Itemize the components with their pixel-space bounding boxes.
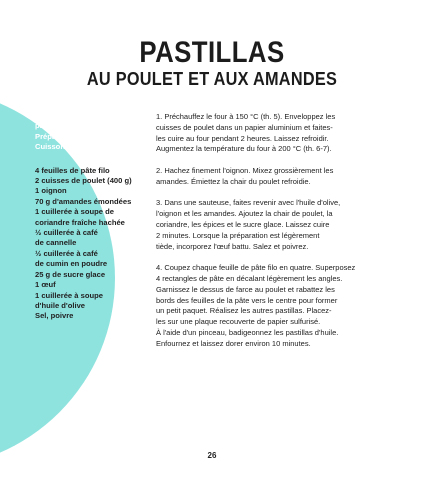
ingredient-item: 1 oignon (35, 186, 67, 196)
step-line: Augmentez la température du four à 200 °C (th. 6-7). (156, 144, 332, 154)
step-2 (156, 166, 396, 188)
preparation-time: Préparation : 30 min (35, 131, 109, 141)
ingredient-item: coriandre fraîche hachée (35, 217, 125, 227)
step-line: cuisses de poulet dans un papier aluminium et faites- (156, 122, 333, 132)
recipe-title: PASTILLAS (139, 36, 285, 69)
step-line: les cuire au four pendant 2 heures. Laissez refroidir. (156, 133, 329, 143)
ingredient-item: de cumin en poudre (35, 259, 108, 269)
cooking-time: Cuisson : 2 h 10 (35, 142, 94, 152)
ingredient-item: 1 œuf (35, 280, 56, 290)
ingredient-list (35, 166, 160, 322)
ingredient-item: 1 cuillerée à soupe (35, 290, 103, 300)
ingredient-item: ½ cuillerée à café (35, 228, 98, 238)
step-4 (156, 263, 396, 349)
ingredient-item: 2 cuisses de poulet (400 g) (35, 176, 132, 186)
step-line: coriandre, les épices et le sucre glace. Laissez cuire (156, 219, 330, 229)
recipe-subtitle: AU POULET ET AUX AMANDES (86, 68, 338, 89)
step-line: l'oignon et les amandes. Ajoutez la chair de poulet, la (156, 209, 333, 219)
step-line: amandes. Émiettez la chair du poulet refroidie. (156, 176, 311, 186)
ingredient-item: 70 g d'amandes émondées (35, 196, 132, 206)
ingredients-panel (35, 111, 160, 322)
page-number: 26 (207, 451, 217, 460)
ingredient-item: 25 g de sucre glace (35, 269, 106, 279)
step-line: 4. Coupez chaque feuille de pâte filo en quatre. Superposez (156, 263, 356, 273)
step-3 (156, 198, 396, 252)
step-line: 3. Dans une sauteuse, faites revenir avec l'huile d'olive, (156, 198, 341, 208)
step-line: un petit paquet. Réalisez les autres pastillas. Placez- (156, 306, 332, 316)
ingredient-item: Sel, poivre (35, 311, 74, 321)
ingredient-item: ½ cuillerée à café (35, 248, 98, 258)
step-line: tiède, incorporez l'œuf battu. Salez et poivrez. (156, 241, 309, 251)
recipe-steps (156, 112, 396, 360)
step-line: À l'aide d'un pinceau, badigeonnez les pastillas d'huile. (156, 327, 339, 337)
ingredient-item: de cannelle (35, 238, 77, 248)
step-line: Garnissez le dessus de farce au poulet et rabattez les (156, 284, 335, 294)
ingredient-item: 1 cuillerée à soupe de (35, 207, 114, 217)
step-line: 1. Préchauffez le four à 150 °C (th. 5). Enveloppez les (156, 112, 336, 121)
serving-line: Pour 4 petites (35, 111, 86, 120)
step-line: 2 minutes. Lorsque la préparation est légèrement (156, 230, 320, 240)
step-line: Enfournez et laissez dorer environ 10 minutes. (156, 338, 311, 348)
ingredient-item: d'huile d'olive (35, 300, 86, 310)
step-1 (156, 112, 396, 155)
step-line: 4 rectangles de pâte en décalant légèrement les angles. (156, 273, 343, 283)
ingredient-item: 4 feuilles de pâte filo (35, 165, 110, 175)
step-line: les sur une plaque recouverte de papier sulfurisé. (156, 317, 321, 327)
step-line: 2. Hachez finement l'oignon. Mixez grossièrement les (156, 165, 334, 175)
step-line: bords des feuilles de la pâte vers le centre pour former (156, 295, 338, 305)
serving-line: pastillas (35, 121, 66, 131)
serving-info (35, 111, 160, 153)
